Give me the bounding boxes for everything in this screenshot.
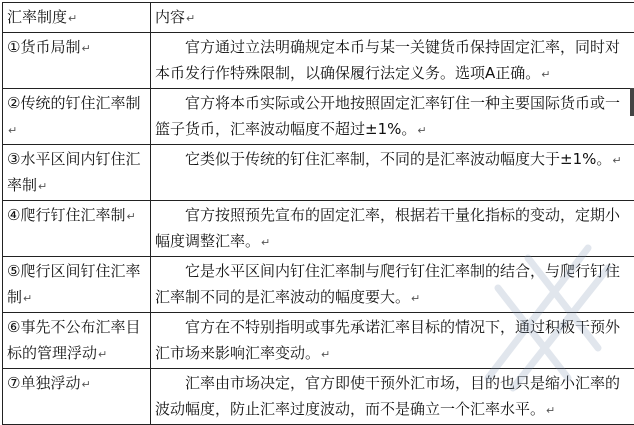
table-row	[3, 257, 634, 313]
regime-type-text: ④爬行钉住汇率制	[7, 206, 125, 224]
regime-content-cell	[151, 201, 634, 257]
table-row	[3, 369, 634, 425]
regime-content-text: 官方通过立法明确规定本币与某一关键货币保持固定汇率，同时对本币发行作特殊限制，以确保履行法定义务。选项A正确。	[155, 38, 620, 82]
paragraph-mark-icon: ↵	[541, 68, 550, 81]
table-row	[3, 313, 634, 369]
paragraph-mark-icon: ↵	[68, 12, 77, 25]
paragraph-mark-icon: ↵	[23, 292, 32, 305]
regime-content-text: 它类似于传统的钉住汇率制，不同的是汇率波动幅度大于±1%。	[185, 150, 611, 168]
regime-type-text: ⑥事先不公布汇率目标的管理浮动	[7, 318, 140, 362]
regime-type-cell	[3, 369, 151, 425]
regime-type-text: ③水平区间内钉住汇率制	[7, 150, 140, 194]
regime-type-text: ②传统的钉住汇率制	[7, 94, 140, 112]
header-regime-cell	[3, 3, 151, 33]
table-row	[3, 89, 634, 145]
regime-content-text: 官方将本币实际或公开地按照固定汇率钉住一种主要国际货币或一篮子货币，汇率波动幅度不超过±1%。	[155, 94, 620, 138]
table-row	[3, 201, 634, 257]
header-content-cell	[151, 3, 634, 33]
regime-type-cell	[3, 145, 151, 201]
regime-content-text: 官方按照预先宣布的固定汇率，根据若干量化指标的变动，定期小幅度调整汇率。	[155, 206, 620, 250]
paragraph-mark-icon: ↵	[411, 292, 420, 305]
regime-content-cell	[151, 145, 634, 201]
regime-type-cell	[3, 257, 151, 313]
paragraph-mark-icon: ↵	[8, 124, 17, 137]
regime-content-cell	[151, 89, 634, 145]
table-header-row	[3, 3, 634, 33]
paragraph-mark-icon: ↵	[612, 154, 621, 167]
regime-content-cell	[151, 369, 634, 425]
paragraph-mark-icon: ↵	[261, 236, 270, 249]
paragraph-mark-icon: ↵	[81, 42, 90, 55]
window-edge-scrollbar[interactable]	[630, 88, 634, 116]
regime-content-text: 它是水平区间内钉住汇率制与爬行钉住汇率制的结合，与爬行钉住汇率制不同的是汇率波动的幅度要大。	[155, 262, 620, 306]
regime-content-text: 官方在不特别指明或事先承诺汇率目标的情况下，通过积极干预外汇市场来影响汇率变动。	[155, 318, 620, 362]
paragraph-mark-icon: ↵	[98, 348, 107, 361]
paragraph-mark-icon: ↵	[321, 348, 330, 361]
table-row	[3, 145, 634, 201]
regime-content-cell	[151, 313, 634, 369]
regime-type-cell	[3, 313, 151, 369]
regime-content-cell	[151, 257, 634, 313]
exchange-rate-regime-table	[2, 2, 634, 425]
regime-type-cell	[3, 33, 151, 89]
paragraph-mark-icon: ↵	[546, 404, 555, 417]
regime-type-cell	[3, 89, 151, 145]
regime-type-cell	[3, 201, 151, 257]
paragraph-mark-icon: ↵	[126, 210, 135, 223]
regime-type-text: ①货币局制	[7, 38, 80, 56]
regime-type-text: ⑤爬行区间钉住汇率制	[7, 262, 140, 306]
header-regime-text: 汇率制度	[7, 8, 67, 26]
regime-type-text: ⑦单独浮动	[7, 374, 80, 392]
regime-content-cell	[151, 33, 634, 89]
paragraph-mark-icon: ↵	[81, 378, 90, 391]
paragraph-mark-icon: ↵	[38, 180, 47, 193]
table-row	[3, 33, 634, 89]
paragraph-mark-icon: ↵	[417, 124, 426, 137]
header-content-text: 内容	[155, 8, 185, 26]
paragraph-mark-icon: ↵	[186, 12, 195, 25]
regime-content-text: 汇率由市场决定，官方即使干预外汇市场，目的也只是缩小汇率的波动幅度，防止汇率过度波动，而不是确立一个汇率水平。	[155, 374, 620, 418]
